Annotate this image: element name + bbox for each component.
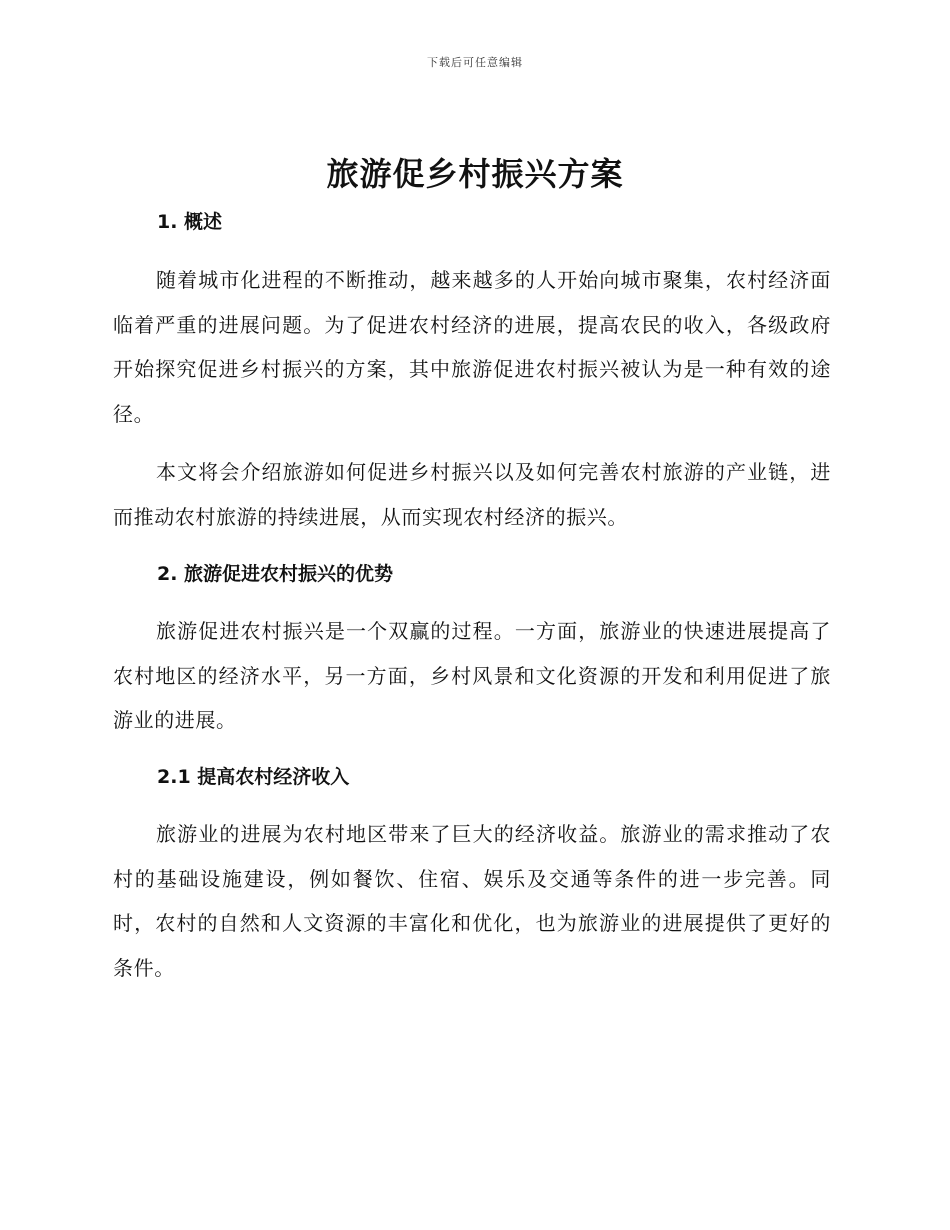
document-title: 旅游促乡村振兴方案: [326, 155, 624, 193]
paragraph-income-1: 旅游业的进展为农村地区带来了巨大的经济收益。旅游业的需求推动了农村的基础设施建设，例如餐饮、住宿、娱乐及交通等条件的进一步完善。同时，农村的自然和人文资源的丰富化和优化，也为旅游业的进展提供了更好的条件。: [113, 822, 831, 980]
section-heading-income: 2.1 提高农村经济收入: [157, 766, 350, 788]
section-heading-overview: 1. 概述: [157, 211, 223, 233]
paragraph-overview-2: 本文将会介绍旅游如何促进乡村振兴以及如何完善农村旅游的产业链，进而推动农村旅游的持续进展，从而实现农村经济的振兴。: [113, 460, 831, 529]
paragraph-advantages-1: 旅游促进农村振兴是一个双赢的过程。一方面，旅游业的快速进展提高了农村地区的经济水平，另一方面，乡村风景和文化资源的开发和利用促进了旅游业的进展。: [113, 619, 831, 732]
section-heading-advantages: 2. 旅游促进农村振兴的优势: [157, 563, 394, 585]
paragraph-overview-1: 随着城市化进程的不断推动，越来越多的人开始向城市聚集，农村经济面临着严重的进展问题。为了促进农村经济的进展，提高农民的收入，各级政府开始探究促进乡村振兴的方案，其中旅游促进农村振兴被认为是一种有效的途径。: [113, 268, 831, 426]
header-note: 下载后可任意编辑: [427, 56, 523, 69]
